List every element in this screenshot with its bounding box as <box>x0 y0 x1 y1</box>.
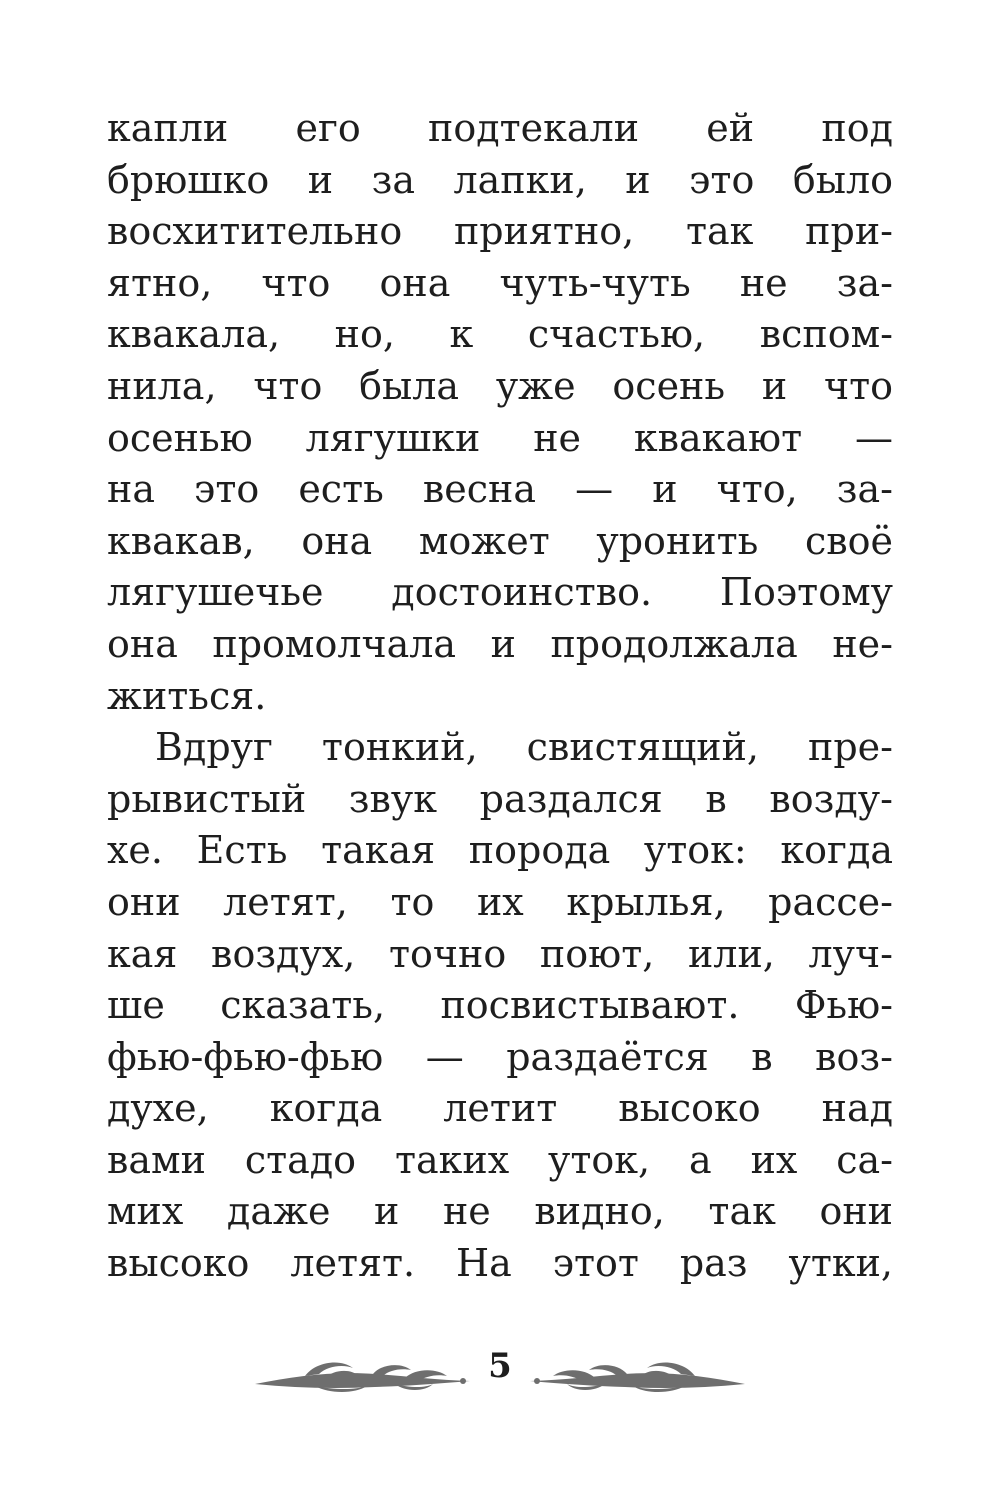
text-line: ятно, что она чуть-чуть не за- <box>107 260 893 305</box>
text-line: нила, что была уже осень и что <box>107 363 893 408</box>
body-text <box>107 103 893 1290</box>
text-line: высоко летят. На этот раз утки, <box>107 1241 893 1286</box>
text-line: фью-фью-фью — раздаётся в воз- <box>107 1034 893 1079</box>
text-line: Вдруг тонкий, свистящий, пре- <box>155 725 893 770</box>
text-line: капли его подтекали ей под <box>107 106 893 150</box>
text-line: квакав, она может уронить своё <box>107 518 893 563</box>
text-line: они летят, то их крылья, рассе- <box>107 879 893 924</box>
text-line: осенью лягушки не квакают — <box>107 415 893 460</box>
text-line: рывистый звук раздался в возду- <box>107 776 893 821</box>
text-line: восхитительно приятно, так при- <box>107 209 893 254</box>
text-line: духе, когда летит высоко над <box>107 1086 893 1131</box>
left-flourish-ornament-icon <box>255 1354 470 1396</box>
page-footer <box>0 1340 1000 1400</box>
text-line: житься. <box>107 673 267 718</box>
text-line: кая воздух, точно поют, или, луч- <box>107 931 893 976</box>
text-line: лягушечье достоинство. Поэтому <box>107 570 893 615</box>
text-line: вами стадо таких уток, а их са- <box>107 1137 893 1182</box>
paragraph <box>107 722 893 1290</box>
text-line: брюшко и за лапки, и это было <box>107 157 893 202</box>
paragraph <box>107 103 893 722</box>
text-line: она промолчала и продолжала не- <box>107 621 893 666</box>
page-number: 5 <box>488 1346 512 1386</box>
text-line: ше сказать, посвистывают. Фью- <box>107 983 893 1028</box>
text-line: хе. Есть такая порода уток: когда <box>107 828 893 873</box>
right-flourish-ornament-icon <box>530 1354 745 1396</box>
text-line: квакала, но, к счастью, вспом- <box>107 312 893 357</box>
text-line: мих даже и не видно, так они <box>107 1189 893 1234</box>
text-line: на это есть весна — и что, за- <box>107 467 893 512</box>
